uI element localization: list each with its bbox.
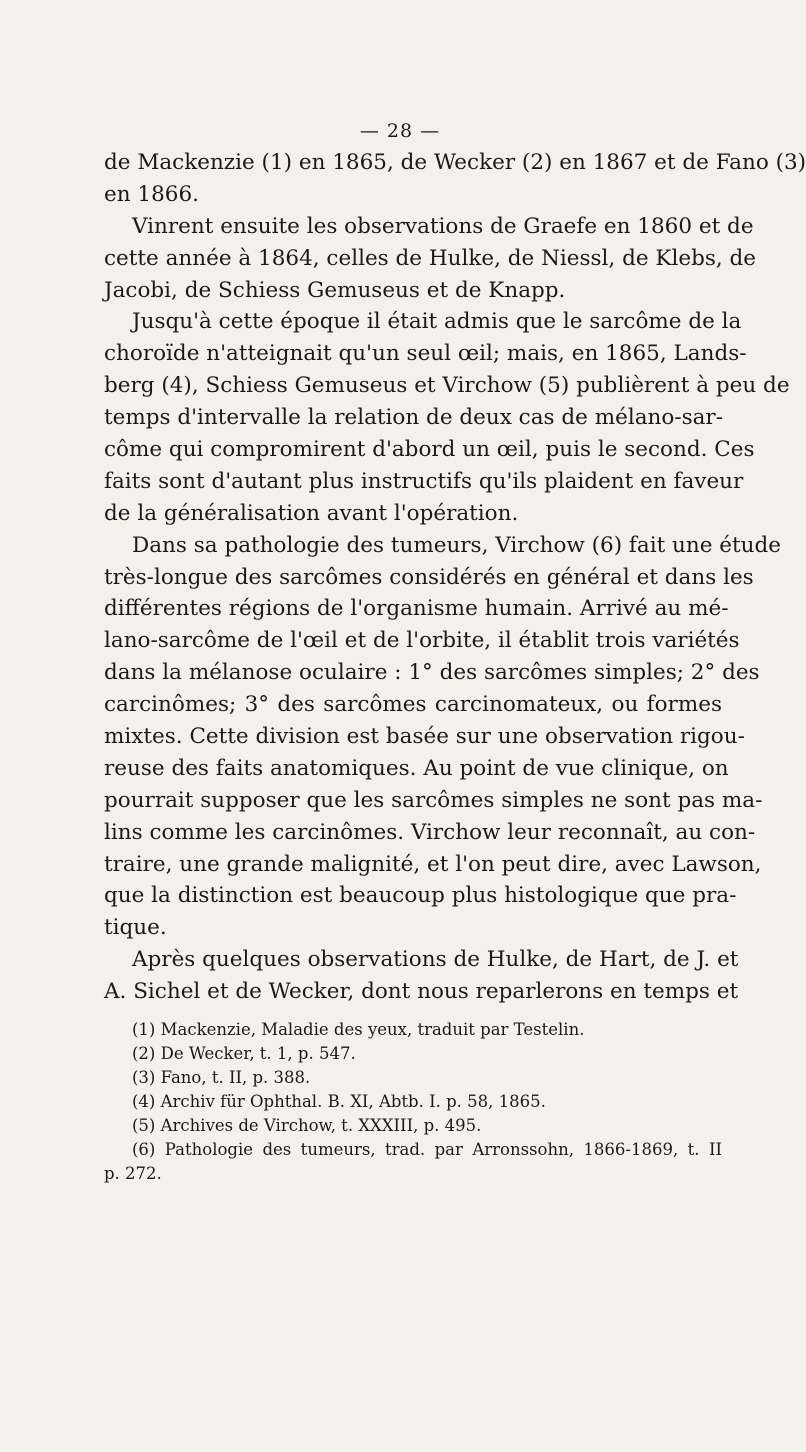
text-line: Jusqu'à cette époque il était admis que le sarcôme de la <box>132 309 742 335</box>
footnotes <box>104 1018 722 1186</box>
text-line: cette année à 1864, celles de Hulke, de Niessl, de Klebs, de <box>104 245 757 271</box>
footnote: (5) Archives de Virchow, t. XXXIII, p. 495. <box>132 1116 482 1135</box>
text-line: Dans sa pathologie des tumeurs, Virchow (6) fait une étude <box>132 532 781 558</box>
footnote: (4) Archiv für Ophthal. B. XI, Abtb. I. p. 58, 1865. <box>132 1092 546 1111</box>
text-line: différentes régions de l'organisme humain. Arrivé au mé- <box>104 596 729 622</box>
footnote: p. 272. <box>104 1164 162 1183</box>
text-line: Jacobi, de Schiess Gemuseus et de Knapp. <box>104 277 566 303</box>
text-line: traire, une grande malignité, et l'on peut dire, avec Lawson, <box>104 851 762 877</box>
footnote: (3) Fano, t. II, p. 388. <box>132 1068 311 1087</box>
text-line: de la généralisation avant l'opération. <box>104 500 519 526</box>
text-line: dans la mélanose oculaire : 1° des sarcômes simples; 2° des <box>104 660 760 686</box>
text-line: que la distinction est beaucoup plus histologique que pra- <box>104 883 737 909</box>
text-line: carcinômes; 3° des sarcômes carcinomateux, ou formes <box>104 692 722 718</box>
text-line: A. Sichel et de Wecker, dont nous reparlerons en temps et <box>104 979 739 1005</box>
text-line: reuse des faits anatomiques. Au point de vue clinique, on <box>104 755 729 781</box>
page-number: — 28 — <box>359 120 441 142</box>
text-line: lins comme les carcinômes. Virchow leur reconnaît, au con- <box>104 819 756 845</box>
text-line: Après quelques observations de Hulke, de Hart, de J. et <box>132 947 739 973</box>
text-line: de Mackenzie (1) en 1865, de Wecker (2) en 1867 et de Fano (3) <box>104 150 806 175</box>
body-text <box>104 147 806 1008</box>
text-line: lano-sarcôme de l'œil et de l'orbite, il établit trois variétés <box>104 628 740 654</box>
text-line: choroïde n'atteignait qu'un seul œil; mais, en 1865, Lands- <box>104 341 747 367</box>
text-line: très-longue des sarcômes considérés en général et dans les <box>104 564 754 590</box>
text-line: mixtes. Cette division est basée sur une observation rigou- <box>104 724 745 750</box>
text-line: tique. <box>104 915 167 941</box>
text-line: temps d'intervalle la relation de deux cas de mélano-sar- <box>104 405 723 431</box>
text-line: en 1866. <box>104 181 199 207</box>
text-line: pourrait supposer que les sarcômes simples ne sont pas ma- <box>104 787 763 813</box>
footnote: (1) Mackenzie, Maladie des yeux, traduit par Testelin. <box>132 1020 585 1039</box>
footnote: (2) De Wecker, t. 1, p. 547. <box>132 1044 356 1063</box>
text-line: côme qui compromirent d'abord un œil, puis le second. Ces <box>104 437 755 463</box>
footnote: (6) Pathologie des tumeurs, trad. par Arronssohn, 1866-1869, t. II <box>132 1140 722 1159</box>
text-line: faits sont d'autant plus instructifs qu'ils plaident en faveur <box>104 468 744 494</box>
text-line: berg (4), Schiess Gemuseus et Virchow (5) publièrent à peu de <box>104 373 790 399</box>
text-line: Vinrent ensuite les observations de Graefe en 1860 et de <box>132 213 754 239</box>
